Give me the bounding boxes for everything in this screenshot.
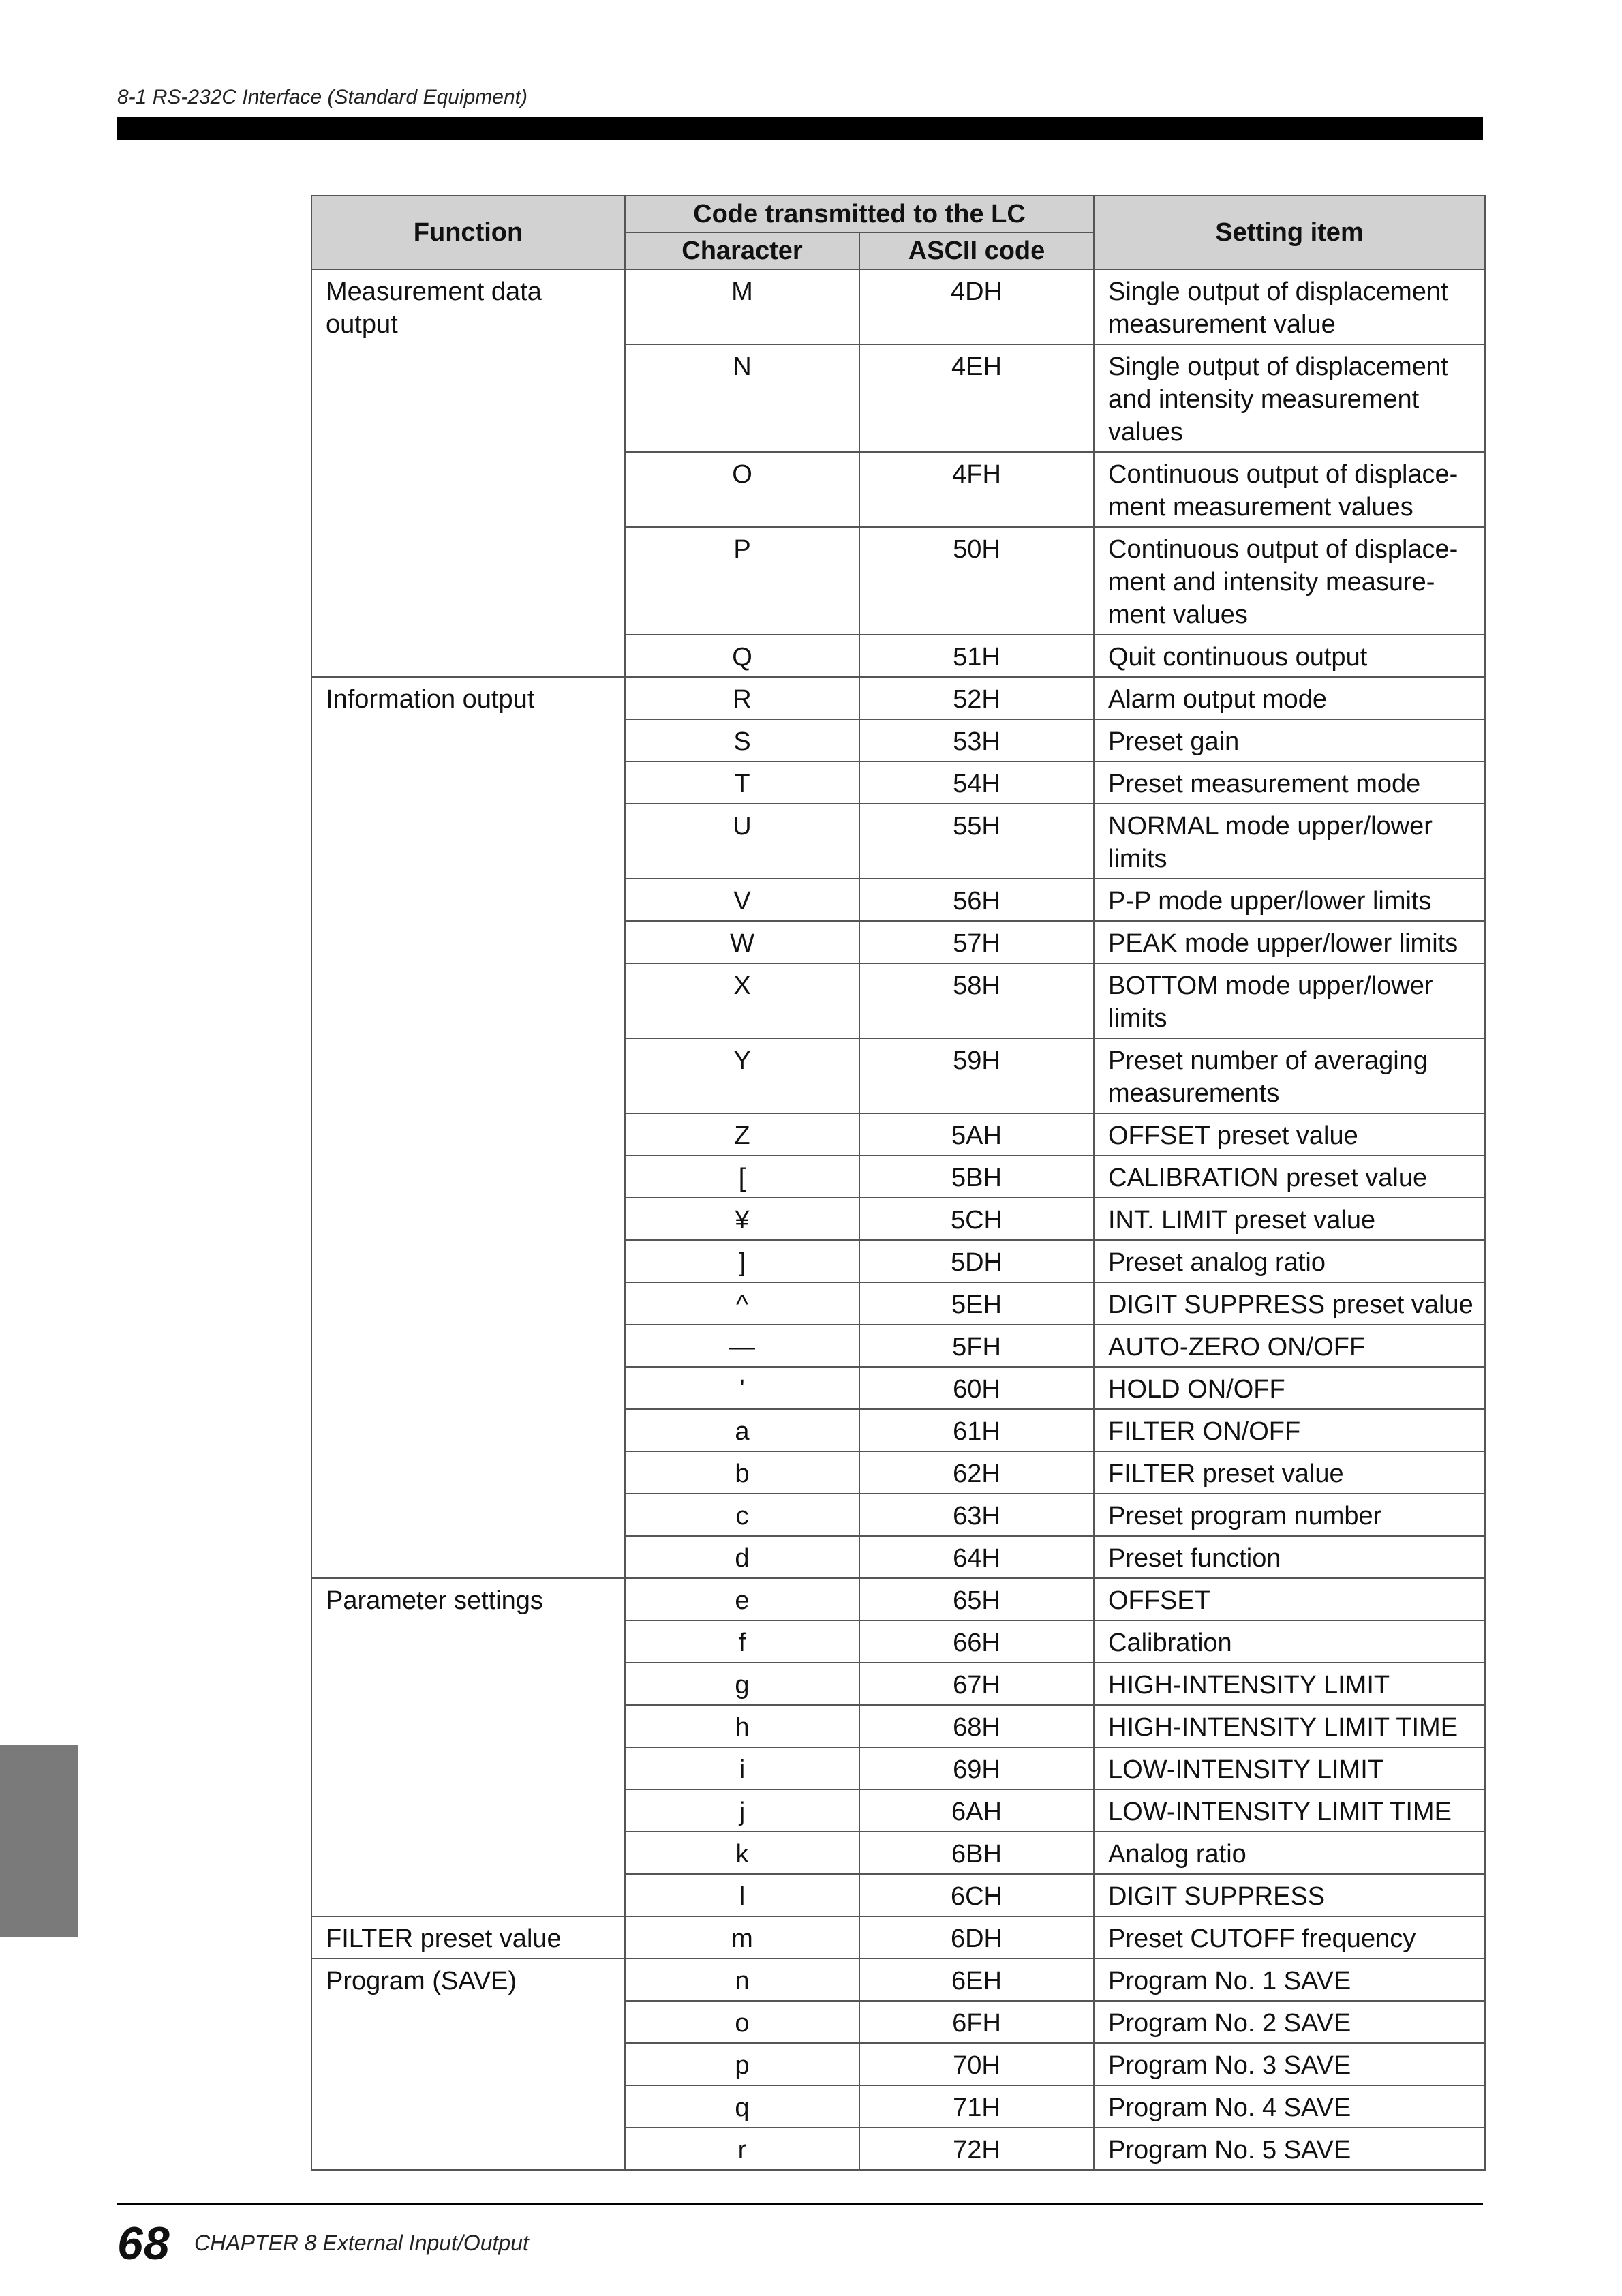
setting-item-cell: FILTER ON/OFF: [1094, 1409, 1485, 1451]
setting-item-cell: Quit continuous output: [1094, 635, 1485, 677]
ascii-code-cell: 63H: [859, 1494, 1094, 1536]
ascii-code-cell: 5AH: [859, 1113, 1094, 1155]
setting-item-cell: Preset program number: [1094, 1494, 1485, 1536]
setting-item-cell: Continuous output of displace-ment and intensity measure-ment values: [1094, 527, 1485, 635]
character-cell: m: [625, 1916, 859, 1959]
character-cell: f: [625, 1620, 859, 1663]
ascii-code-cell: 64H: [859, 1536, 1094, 1578]
header-ascii-code: ASCII code: [859, 232, 1094, 269]
ascii-code-cell: 4EH: [859, 344, 1094, 452]
ascii-code-cell: 66H: [859, 1620, 1094, 1663]
character-cell: [: [625, 1155, 859, 1198]
setting-item-cell: Preset analog ratio: [1094, 1240, 1485, 1282]
setting-item-cell: Single output of displacement measurement value: [1094, 269, 1485, 344]
character-cell: P: [625, 527, 859, 635]
character-cell: l: [625, 1874, 859, 1916]
ascii-code-cell: 53H: [859, 719, 1094, 761]
ascii-code-cell: 5BH: [859, 1155, 1094, 1198]
ascii-code-cell: 61H: [859, 1409, 1094, 1451]
character-cell: n: [625, 1959, 859, 2001]
character-cell: o: [625, 2001, 859, 2043]
setting-item-cell: Program No. 1 SAVE: [1094, 1959, 1485, 2001]
ascii-code-cell: 70H: [859, 2043, 1094, 2085]
character-cell: d: [625, 1536, 859, 1578]
ascii-code-cell: 6FH: [859, 2001, 1094, 2043]
function-cell: Information output: [311, 677, 625, 1578]
setting-item-cell: Single output of displacement and intensity measurement values: [1094, 344, 1485, 452]
character-cell: k: [625, 1832, 859, 1874]
character-cell: T: [625, 761, 859, 804]
header-code-group: Code transmitted to the LC: [625, 196, 1094, 232]
setting-item-cell: LOW-INTENSITY LIMIT: [1094, 1747, 1485, 1789]
setting-item-cell: Preset function: [1094, 1536, 1485, 1578]
setting-item-cell: Program No. 3 SAVE: [1094, 2043, 1485, 2085]
ascii-code-cell: 51H: [859, 635, 1094, 677]
setting-item-cell: LOW-INTENSITY LIMIT TIME: [1094, 1789, 1485, 1832]
ascii-code-cell: 5CH: [859, 1198, 1094, 1240]
setting-item-cell: P-P mode upper/lower limits: [1094, 879, 1485, 921]
table-row: [311, 1916, 1485, 1959]
footer-rule: [117, 2203, 1483, 2205]
command-code-table: [311, 195, 1486, 2171]
character-cell: V: [625, 879, 859, 921]
setting-item-cell: AUTO-ZERO ON/OFF: [1094, 1325, 1485, 1367]
setting-item-cell: Alarm output mode: [1094, 677, 1485, 719]
table-row: [311, 1578, 1485, 1620]
ascii-code-cell: 68H: [859, 1705, 1094, 1747]
character-cell: U: [625, 804, 859, 879]
character-cell: j: [625, 1789, 859, 1832]
setting-item-cell: Program No. 5 SAVE: [1094, 2128, 1485, 2170]
character-cell: i: [625, 1747, 859, 1789]
ascii-code-cell: 60H: [859, 1367, 1094, 1409]
setting-item-cell: BOTTOM mode upper/lower limits: [1094, 963, 1485, 1038]
character-cell: O: [625, 452, 859, 527]
setting-item-cell: OFFSET: [1094, 1578, 1485, 1620]
character-cell: W: [625, 921, 859, 963]
character-cell: Y: [625, 1038, 859, 1113]
character-cell: ^: [625, 1282, 859, 1325]
header-character: Character: [625, 232, 859, 269]
ascii-code-cell: 4DH: [859, 269, 1094, 344]
ascii-code-cell: 6CH: [859, 1874, 1094, 1916]
character-cell: —: [625, 1325, 859, 1367]
ascii-code-cell: 57H: [859, 921, 1094, 963]
ascii-code-cell: 56H: [859, 879, 1094, 921]
setting-item-cell: Continuous output of displace-ment measurement values: [1094, 452, 1485, 527]
character-cell: q: [625, 2085, 859, 2128]
character-cell: h: [625, 1705, 859, 1747]
table-row: [311, 1959, 1485, 2001]
ascii-code-cell: 62H: [859, 1451, 1094, 1494]
ascii-code-cell: 72H: [859, 2128, 1094, 2170]
ascii-code-cell: 55H: [859, 804, 1094, 879]
character-cell: Q: [625, 635, 859, 677]
character-cell: c: [625, 1494, 859, 1536]
setting-item-cell: Preset CUTOFF frequency: [1094, 1916, 1485, 1959]
setting-item-cell: Preset measurement mode: [1094, 761, 1485, 804]
setting-item-cell: HOLD ON/OFF: [1094, 1367, 1485, 1409]
character-cell: N: [625, 344, 859, 452]
ascii-code-cell: 69H: [859, 1747, 1094, 1789]
setting-item-cell: Program No. 2 SAVE: [1094, 2001, 1485, 2043]
character-cell: r: [625, 2128, 859, 2170]
ascii-code-cell: 71H: [859, 2085, 1094, 2128]
chapter-side-tab: [0, 1745, 78, 1937]
function-cell: Measurement data output: [311, 269, 625, 677]
function-cell: Program (SAVE): [311, 1959, 625, 2170]
ascii-code-cell: 52H: [859, 677, 1094, 719]
character-cell: ]: [625, 1240, 859, 1282]
setting-item-cell: DIGIT SUPPRESS preset value: [1094, 1282, 1485, 1325]
setting-item-cell: Program No. 4 SAVE: [1094, 2085, 1485, 2128]
ascii-code-cell: 50H: [859, 527, 1094, 635]
chapter-title: CHAPTER 8 External Input/Output: [194, 2231, 529, 2255]
setting-item-cell: Analog ratio: [1094, 1832, 1485, 1874]
setting-item-cell: PEAK mode upper/lower limits: [1094, 921, 1485, 963]
setting-item-cell: FILTER preset value: [1094, 1451, 1485, 1494]
header-setting-item: Setting item: [1094, 196, 1485, 269]
setting-item-cell: Calibration: [1094, 1620, 1485, 1663]
setting-item-cell: DIGIT SUPPRESS: [1094, 1874, 1485, 1916]
ascii-code-cell: 5DH: [859, 1240, 1094, 1282]
table-row: [311, 269, 1485, 344]
table-row: [311, 677, 1485, 719]
character-cell: a: [625, 1409, 859, 1451]
character-cell: ¥: [625, 1198, 859, 1240]
header-function: Function: [311, 196, 625, 269]
ascii-code-cell: 6EH: [859, 1959, 1094, 2001]
ascii-code-cell: 67H: [859, 1663, 1094, 1705]
setting-item-cell: CALIBRATION preset value: [1094, 1155, 1485, 1198]
ascii-code-cell: 65H: [859, 1578, 1094, 1620]
ascii-code-cell: 6AH: [859, 1789, 1094, 1832]
character-cell: g: [625, 1663, 859, 1705]
setting-item-cell: HIGH-INTENSITY LIMIT TIME: [1094, 1705, 1485, 1747]
ascii-code-cell: 4FH: [859, 452, 1094, 527]
ascii-code-cell: 58H: [859, 963, 1094, 1038]
setting-item-cell: OFFSET preset value: [1094, 1113, 1485, 1155]
character-cell: M: [625, 269, 859, 344]
character-cell: b: [625, 1451, 859, 1494]
running-header: 8-1 RS-232C Interface (Standard Equipment): [117, 86, 527, 108]
setting-item-cell: Preset gain: [1094, 719, 1485, 761]
setting-item-cell: INT. LIMIT preset value: [1094, 1198, 1485, 1240]
header-rule: [117, 117, 1483, 140]
character-cell: p: [625, 2043, 859, 2085]
page-number: 68: [117, 2218, 170, 2269]
ascii-code-cell: 6DH: [859, 1916, 1094, 1959]
setting-item-cell: Preset number of averaging measurements: [1094, 1038, 1485, 1113]
setting-item-cell: HIGH-INTENSITY LIMIT: [1094, 1663, 1485, 1705]
character-cell: R: [625, 677, 859, 719]
character-cell: S: [625, 719, 859, 761]
character-cell: ': [625, 1367, 859, 1409]
function-cell: FILTER preset value: [311, 1916, 625, 1959]
ascii-code-cell: 5FH: [859, 1325, 1094, 1367]
ascii-code-cell: 6BH: [859, 1832, 1094, 1874]
character-cell: Z: [625, 1113, 859, 1155]
character-cell: X: [625, 963, 859, 1038]
function-cell: Parameter settings: [311, 1578, 625, 1916]
table-body: [311, 269, 1485, 2170]
ascii-code-cell: 59H: [859, 1038, 1094, 1113]
ascii-code-cell: 5EH: [859, 1282, 1094, 1325]
ascii-code-cell: 54H: [859, 761, 1094, 804]
character-cell: e: [625, 1578, 859, 1620]
setting-item-cell: NORMAL mode upper/lower limits: [1094, 804, 1485, 879]
